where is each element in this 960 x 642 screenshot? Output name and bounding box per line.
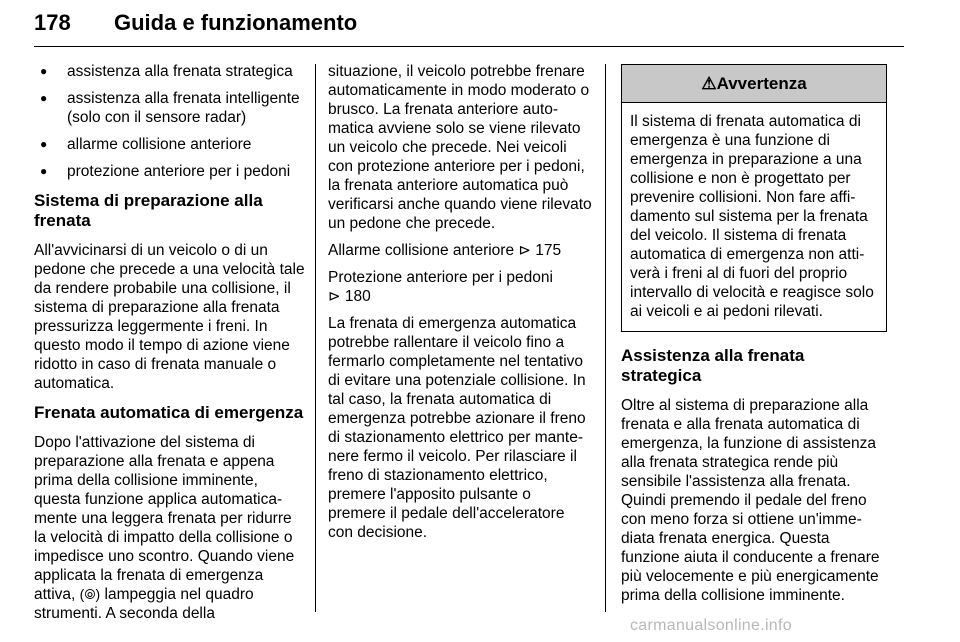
column-divider <box>605 64 606 612</box>
reference-page: 175 <box>535 242 562 259</box>
page-ref-arrow-icon: ⊳ <box>518 242 531 259</box>
paragraph-text: lampeggia nel quadro strumenti. A seconda della <box>34 586 254 622</box>
cross-reference <box>328 241 592 260</box>
warning-box <box>621 64 887 332</box>
watermark: carmanualsonline.info <box>630 617 792 634</box>
paragraph: Oltre al sistema di preparazione alla frenata e alla frenata automatica di emergenza, la funzione di assistenza alla frenata strategica rende più sensibile l'assistenza alla frenata. Quindi premendo il pedale del freno con meno forza si ottiene un'immediata frenata energica. Questa funzione aiuta il conducente a frenare più velocemente e più energicamente prima della collisione imminente. <box>621 397 880 604</box>
cross-reference <box>328 268 592 306</box>
paragraph: situazione, il veicolo potrebbe frenare automaticamente in modo moderato o brusco. La frenata anteriore automatica avviene solo se viene rilevato un veicolo che precede. Nei veicoli con protezione anteriore per i pedoni, la frenata anteriore automatica può verificarsi anche quando viene rilevato un pedone che precede. <box>328 63 592 232</box>
brake-warning-icon: (⦾) <box>79 586 101 602</box>
warning-triangle-icon: ⚠ <box>701 74 717 93</box>
page-ref-arrow-icon: ⊳ <box>328 288 341 305</box>
page-number: 178 <box>34 10 71 35</box>
chapter-title: Guida e funzionamento <box>114 10 358 35</box>
reference-page: 180 <box>344 288 371 305</box>
paragraph <box>34 433 306 623</box>
section-heading: Assistenza alla frenata strategica <box>621 346 805 385</box>
paragraph-text: Dopo l'attivazione del sistema di preparazione alla frenata e appena prima della collisione imminente, questa funzione applica automaticamente una leggera frenata per ridurre la velocità di impatto della collisione o impedisce uno scontro. Quando viene applicata la frenata di emergenza attiva, <box>34 434 295 603</box>
bullet-item: ● assistenza alla frenata intelligente (solo con il sensore radar) <box>34 89 306 127</box>
paragraph: All'avvicinarsi di un veicolo o di un pedone che precede a una velocità tale da rendere probabile una collisione, il sistema di preparazione alla frenata pressurizza leggermente i freni. In questo modo il tempo di azione viene ridotto in caso di frenata manuale o automatica. <box>34 242 305 392</box>
reference-text: Protezione anteriore per i pedoni <box>328 269 553 286</box>
bullet-item: ● protezione anteriore per i pedoni <box>34 162 306 181</box>
page-header <box>34 6 904 47</box>
reference-text: Allarme collisione anteriore <box>328 242 515 259</box>
column-left <box>34 62 306 631</box>
bullet-item: ● assistenza alla frenata strategica <box>34 62 306 81</box>
column-divider <box>315 64 316 612</box>
bullet-item: ● allarme collisione anteriore <box>34 135 306 154</box>
paragraph: La frenata di emergenza automatica potrebbe rallentare il veicolo fino a fermarlo completamente nel tentativo di evitare una potenziale collisione. In tal caso, la frenata automatica di emergenza potrebbe azionare il freno di stazionamento elettrico per mantenere fermo il veicolo. Per rilasciare il freno di stazionamento elettrico, premere l'apposito pulsante o premere il pedale dell'acceleratore con decisione. <box>328 315 586 541</box>
section-heading: Frenata automatica di emergenza <box>34 403 304 422</box>
section-heading: Sistema di preparazione alla frenata <box>34 191 263 230</box>
warning-title: Avvertenza <box>716 74 807 93</box>
column-middle <box>328 62 592 550</box>
column-right <box>621 62 887 613</box>
warning-header <box>622 65 886 103</box>
warning-text: Il sistema di frenata automatica di emergenza è una funzione di emergenza in preparazione a una collisione e non è progettato per prevenire collisioni. Non fare affidamento sul sistema per la frenata del veicolo. Il sistema di frenata automatica di emergenza non attiverà i freni al di fuori del proprio intervallo di velocità e reagisce solo ai veicoli e ai pedoni rilevati. <box>630 113 874 320</box>
